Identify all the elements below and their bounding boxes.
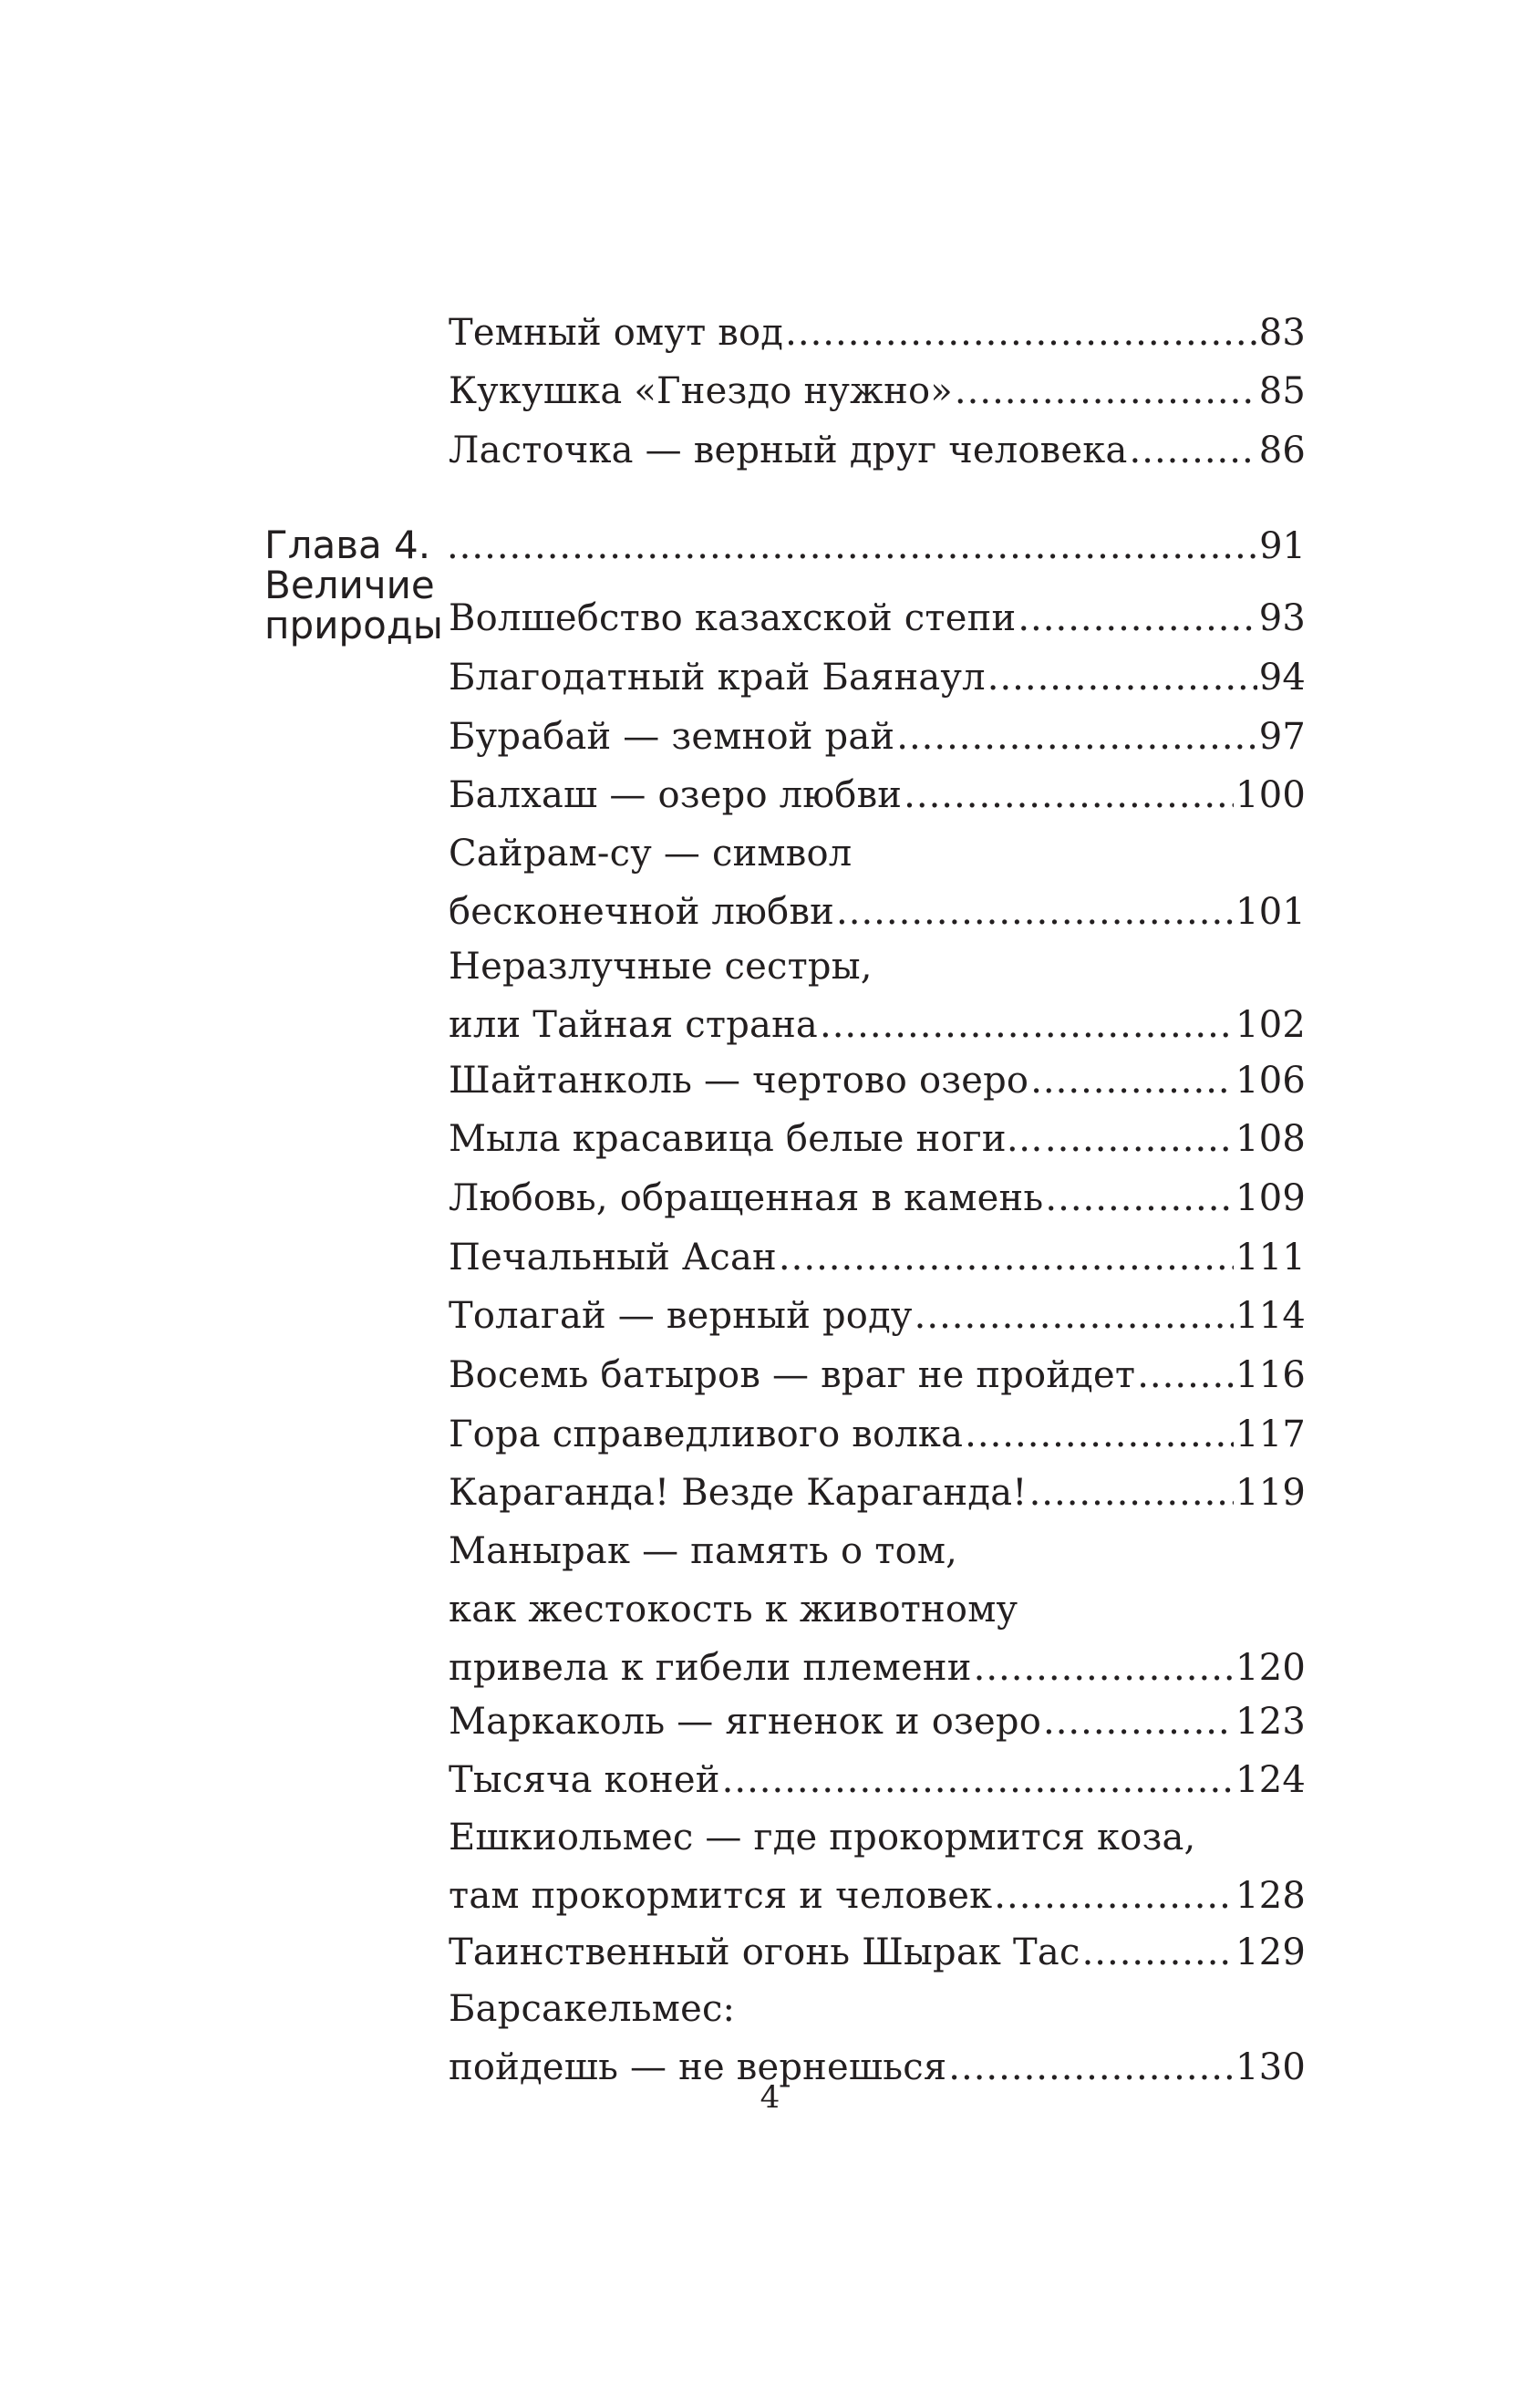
toc-entry-page: 130	[1235, 2046, 1306, 2088]
toc-entry	[449, 1701, 1306, 1743]
dot-leader	[1029, 1475, 1234, 1511]
toc-entry	[449, 1354, 1306, 1396]
toc-entry	[449, 1413, 1306, 1455]
toc-entry	[449, 1759, 1306, 1801]
toc-entry-page: 124	[1235, 1759, 1306, 1801]
dot-leader	[1043, 1703, 1234, 1740]
toc-entry	[449, 1118, 1306, 1160]
toc-entry-page: 109	[1235, 1177, 1306, 1219]
toc-entry-page: 102	[1235, 1004, 1306, 1046]
dot-leader	[1137, 1357, 1234, 1393]
dot-leader	[994, 1878, 1234, 1914]
toc-entry-title: Маркаколь — ягненок и озеро	[449, 1701, 1041, 1743]
dot-leader	[974, 1650, 1234, 1686]
dot-leader	[915, 1298, 1234, 1334]
toc-entry-title: Шайтанколь — чертово озеро	[449, 1060, 1029, 1102]
dot-leader	[1045, 1121, 1234, 1157]
dot-leader	[447, 526, 1256, 566]
toc-entry-title: пойдешь — не вернешься	[449, 2046, 947, 2088]
dot-leader	[1045, 1180, 1234, 1217]
toc-entry-line: как жестокость к животному	[449, 1589, 1018, 1631]
toc-entry-page: 86	[1258, 430, 1306, 471]
toc-entry-page: 85	[1258, 370, 1306, 412]
toc-entry-title: Восемь батыров — враг не пройдет	[449, 1354, 1136, 1396]
toc-entry-title: Благодатный край Баянаул	[449, 657, 986, 699]
dot-leader	[779, 1239, 1234, 1276]
toc-entry-page: 93	[1258, 597, 1306, 639]
dot-leader	[1030, 1062, 1234, 1099]
toc-entry-page: 123	[1235, 1701, 1306, 1743]
toc-entry-title: Темный омут вод	[449, 312, 784, 354]
toc-entry	[449, 1177, 1306, 1219]
toc-entry	[449, 774, 1306, 816]
dot-leader	[836, 894, 1234, 930]
toc-entry-page: 100	[1235, 774, 1306, 816]
toc-entry	[449, 1295, 1306, 1337]
toc-entry-page: 94	[1258, 657, 1306, 699]
toc-entry-page: 106	[1235, 1060, 1306, 1102]
toc-entry-title: или Тайная страна	[449, 1004, 818, 1046]
toc-entry	[449, 1472, 1306, 1514]
dot-leader	[820, 1007, 1234, 1043]
toc-entry-page: 97	[1258, 716, 1306, 758]
toc-entry-page: 114	[1235, 1295, 1306, 1337]
toc-entry	[449, 946, 1306, 1046]
toc-entry-page: 83	[1258, 312, 1306, 354]
dot-leader	[896, 719, 1256, 755]
toc-entry-title: Таинственный огонь Шырак Тас	[449, 1931, 1080, 1973]
toc-entry-page: 119	[1235, 1472, 1306, 1514]
page-number: 4	[760, 2079, 780, 2116]
toc-entry-line: Манырак — память о том,	[449, 1530, 958, 1572]
dot-leader	[987, 659, 1257, 696]
toc-entry-page: 128	[1235, 1875, 1306, 1917]
toc-entry-title: Караганда! Везде Караганда!	[449, 1472, 1028, 1514]
toc-entry-page: 108	[1235, 1118, 1306, 1160]
toc-entry-line: Барсакельмес:	[449, 1988, 736, 2030]
toc-entry-page: 129	[1235, 1931, 1306, 1973]
dot-leader	[948, 2049, 1234, 2086]
dot-leader	[1082, 1934, 1234, 1971]
toc-entry	[449, 716, 1306, 758]
toc-entry-title: Балхаш — озеро любви	[449, 774, 903, 816]
toc-entry	[449, 1237, 1306, 1279]
toc-entry	[449, 1817, 1306, 1917]
toc-entry-title: Бурабай — земной рай	[449, 716, 895, 758]
dot-leader	[955, 373, 1257, 409]
toc-entry	[449, 1060, 1306, 1102]
dot-leader	[785, 315, 1257, 351]
chapter-title: Глава 4. Величие природы	[264, 523, 443, 647]
toc-entry-title: Волшебство казахской степи	[449, 597, 1017, 639]
toc-entry	[449, 597, 1306, 639]
toc-entry-line: Ешкиольмес — где прокормится коза,	[449, 1817, 1196, 1859]
chapter-page: 91	[1259, 525, 1306, 567]
toc-entry-line: Сайрам-су — символ	[449, 833, 853, 875]
toc-entry-page: 117	[1235, 1413, 1306, 1455]
toc-entry-page: 116	[1235, 1354, 1306, 1396]
toc-entry	[449, 370, 1306, 412]
dot-leader	[965, 1416, 1234, 1453]
toc-entry-title: Ласточка — верный друг человека	[449, 430, 1128, 471]
toc-entry-title: Печальный Асан	[449, 1237, 777, 1279]
toc-entry-title: там прокормится и человек	[449, 1875, 993, 1917]
toc-entry-page: 120	[1235, 1647, 1306, 1689]
toc-entry-title: Тысяча коней	[449, 1759, 720, 1801]
toc-entry-title: Гора справедливого волка	[449, 1413, 964, 1455]
toc-entry	[449, 1530, 1306, 1689]
toc-entry-title: привела к гибели племени	[449, 1647, 972, 1689]
toc-entry-page: 111	[1235, 1237, 1306, 1279]
toc-entry-title: бесконечной любви	[449, 891, 835, 933]
dot-leader	[1018, 600, 1256, 637]
dot-leader	[722, 1762, 1234, 1798]
dot-leader	[1130, 432, 1257, 469]
toc-entry-line: Неразлучные сестры,	[449, 946, 873, 988]
toc-entry	[449, 833, 1306, 933]
toc-entry-title: Мыла красавица белые ноги…	[449, 1118, 1043, 1160]
toc-entry	[449, 312, 1306, 354]
toc-entry	[449, 432, 1306, 469]
toc-entry-title: Толагай — верный роду	[449, 1295, 913, 1337]
toc-entry	[449, 1931, 1306, 1973]
toc-entry	[449, 1988, 1306, 2088]
toc-entry-title: Кукушка «Гнездо нужно»	[449, 370, 953, 412]
dot-leader	[904, 777, 1234, 813]
toc-entry	[449, 657, 1306, 699]
toc-entry-title: Любовь, обращенная в камень	[449, 1177, 1044, 1219]
toc-entry-page: 101	[1235, 891, 1306, 933]
